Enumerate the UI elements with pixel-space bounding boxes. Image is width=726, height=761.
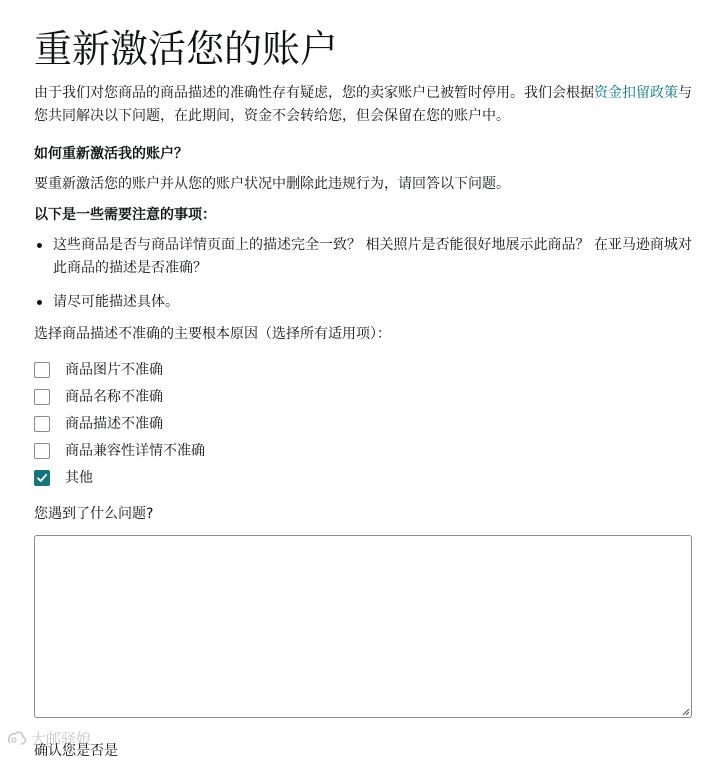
notes-list [34, 234, 694, 325]
checkbox-row-description[interactable] [34, 410, 205, 437]
watermark-text: 大邮驿娘 [31, 730, 92, 748]
watermark [6, 728, 91, 749]
checkbox-row-compatibility[interactable] [34, 437, 205, 464]
how-to-reactivate-heading: 如何重新激活我的账户？ [34, 146, 188, 162]
checkbox-title-inaccurate[interactable] [34, 389, 50, 405]
checkbox-row-title[interactable] [34, 383, 205, 410]
checkbox-row-image[interactable] [34, 356, 205, 383]
checkbox-row-other[interactable] [34, 464, 205, 491]
problem-textarea[interactable] [34, 535, 692, 718]
root-cause-checkbox-group [34, 356, 205, 491]
fund-hold-policy-link[interactable]: 资金扣留政策 [594, 85, 678, 101]
how-to-reactivate-text: 要重新激活您的账户并从您的账户状况中删除此违规行为，请回答以下问题。 [34, 176, 510, 192]
problem-textarea-wrapper [34, 535, 692, 718]
checkbox-description-inaccurate[interactable] [34, 416, 50, 432]
checkbox-compatibility-inaccurate[interactable] [34, 443, 50, 459]
problem-question-label: 您遇到了什么问题? [34, 506, 154, 522]
page-title: 重新激活您的账户 [34, 27, 339, 71]
checkbox-label[interactable]: 商品描述不准确 [65, 415, 163, 432]
resize-grip-icon[interactable] [681, 707, 690, 716]
checkbox-label[interactable]: 商品图片不准确 [65, 361, 163, 378]
confirm-label: 确认您是否是 [34, 743, 118, 759]
root-cause-label: 选择商品描述不准确的主要根本原因（选择所有适用项）： [34, 326, 391, 342]
checkbox-label[interactable]: 其他 [65, 469, 93, 486]
checkbox-image-inaccurate[interactable] [34, 362, 50, 378]
intro-text-end: 与您共同解决以下问题，在此期间，资金不会转给您，但会保留在您的账户中。 [34, 85, 692, 124]
checkmark-icon [36, 472, 48, 484]
checkbox-other[interactable] [34, 470, 50, 486]
intro-paragraph [34, 82, 692, 128]
watermark-logo-icon [6, 729, 28, 749]
checkbox-label[interactable]: 商品名称不准确 [65, 388, 163, 405]
checkbox-label[interactable]: 商品兼容性详情不准确 [65, 442, 205, 459]
intro-text-start: 由于我们对您商品的商品描述的准确性存有疑虑，您的卖家账户已被暂时停用。我们会根据 [34, 85, 594, 101]
list-item: 请尽可能描述具体。 [34, 291, 694, 314]
notes-heading: 以下是一些需要注意的事项： [34, 207, 216, 223]
list-item: 这些商品是否与商品详情页面上的描述完全一致？ 相关照片是否能很好地展示此商品？ 在亚马逊商城对此商品的描述是否准确？ [34, 234, 694, 280]
